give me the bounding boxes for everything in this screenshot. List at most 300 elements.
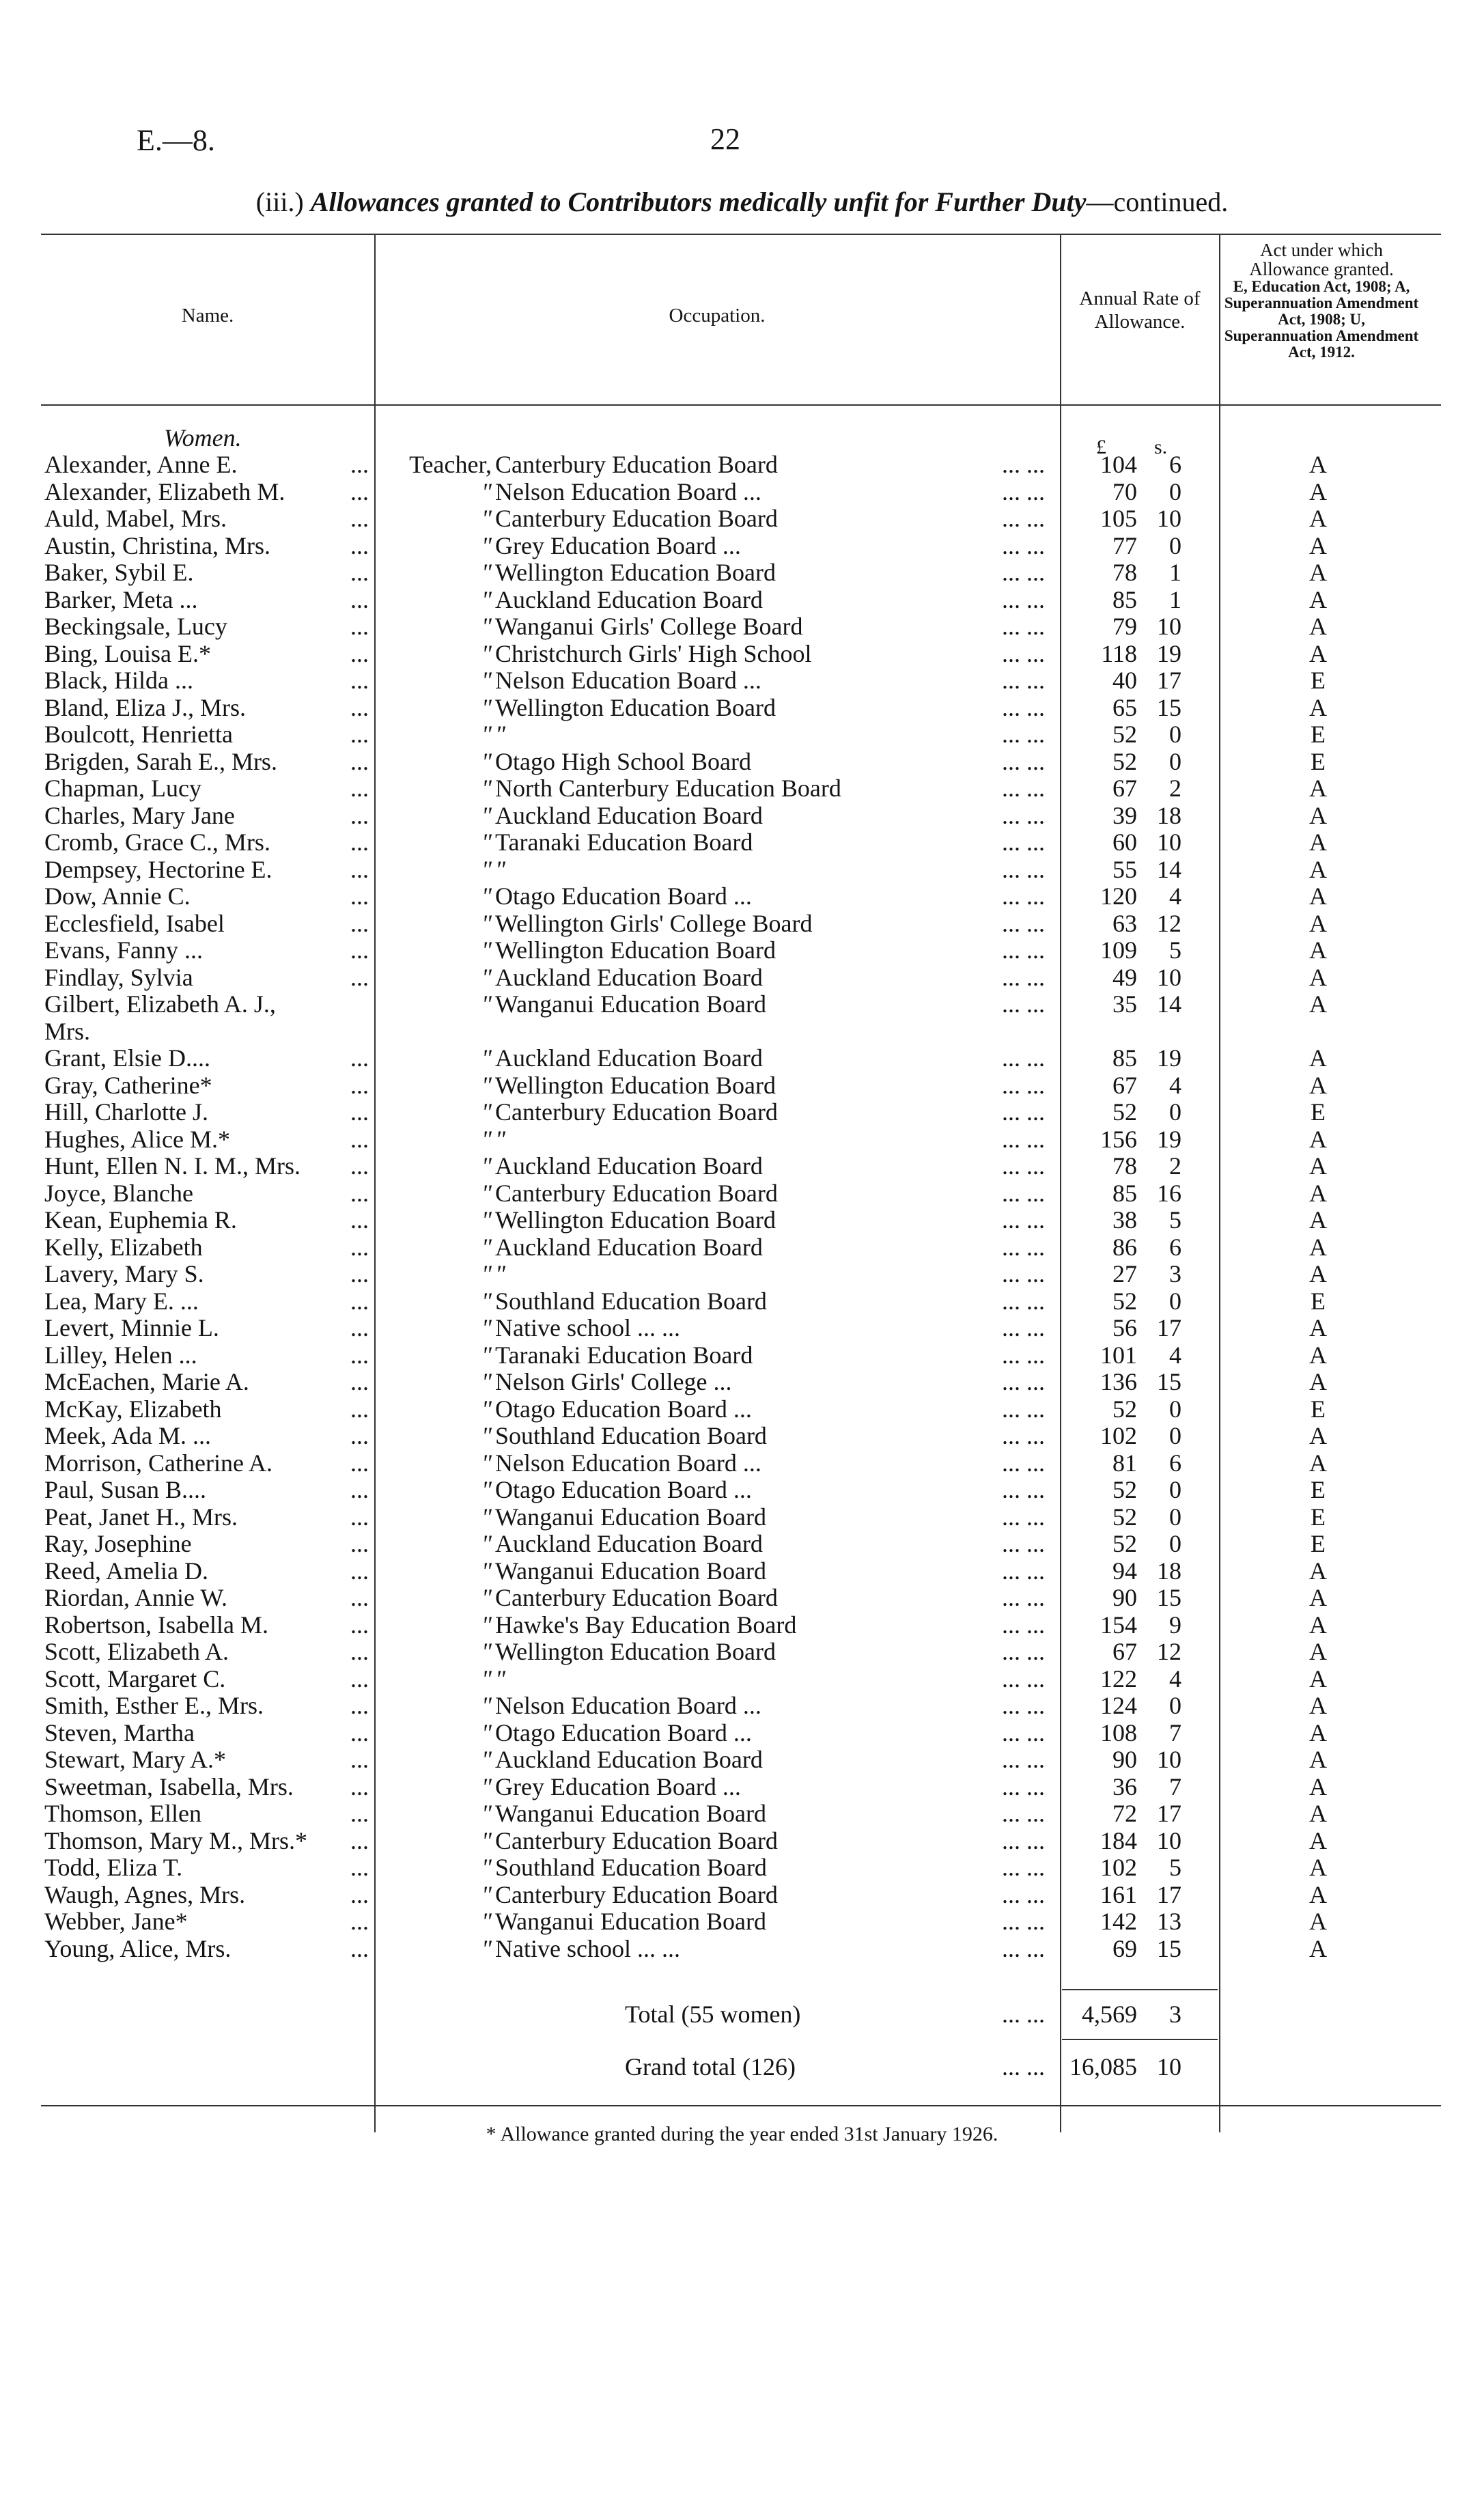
row-occupation-prefix: "	[481, 1287, 492, 1315]
row-pounds: 52	[1112, 1476, 1137, 1503]
row-shillings: 6	[1169, 1233, 1181, 1261]
row-act: A	[1309, 1584, 1327, 1611]
row-occupation-prefix: "	[481, 1395, 492, 1423]
row-leader-dots: ...	[350, 1233, 369, 1261]
row-pounds: 65	[1112, 693, 1137, 721]
row-leader-dots: ...	[350, 1179, 369, 1207]
row-occupation-prefix: Teacher,	[409, 451, 492, 478]
row-leader-dots: ...	[350, 1908, 369, 1935]
row-occupation: Canterbury Education Board	[495, 1826, 778, 1854]
row-leader-dots: ... ...	[1002, 1934, 1045, 1962]
row-leader-dots: ...	[350, 1152, 369, 1180]
row-leader-dots: ... ...	[1002, 1179, 1045, 1207]
row-leader-dots: ...	[350, 1044, 369, 1072]
table-row	[0, 1503, 1484, 1531]
grand-total-label: Grand total (126)	[625, 2053, 796, 2080]
row-leader-dots: ...	[350, 801, 369, 829]
row-shillings: 0	[1169, 747, 1181, 775]
row-act: A	[1309, 1718, 1327, 1746]
total-women-label: Total (55 women)	[625, 2001, 801, 2028]
row-act: A	[1309, 801, 1327, 829]
row-occupation-prefix: "	[481, 1179, 492, 1207]
row-occupation: Native school ... ...	[495, 1314, 680, 1341]
row-occupation: Wanganui Education Board	[495, 990, 766, 1018]
row-occupation-prefix: "	[481, 505, 492, 532]
row-act: A	[1309, 1772, 1327, 1800]
row-leader-dots: ...	[350, 1826, 369, 1854]
title-italic: Allowances granted to Contributors medically unfit for Further Duty	[310, 186, 1087, 217]
row-occupation: Grey Education Board ...	[495, 531, 741, 559]
row-pounds: 102	[1100, 1422, 1137, 1449]
table-row	[0, 748, 1484, 775]
row-pounds: 49	[1112, 963, 1137, 991]
row-leader-dots: ... ...	[1002, 828, 1045, 856]
row-shillings: 19	[1157, 1044, 1181, 1072]
table-row	[0, 1881, 1484, 1908]
row-occupation: Auckland Education Board	[495, 1233, 763, 1261]
row-leader-dots: ... ...	[1002, 1718, 1045, 1746]
row-occupation-prefix: "	[481, 855, 492, 883]
row-occupation: Grey Education Board ...	[495, 1772, 741, 1800]
row-shillings: 4	[1169, 882, 1181, 910]
row-occupation: Hawke's Bay Education Board	[495, 1611, 797, 1639]
table-row	[0, 1341, 1484, 1369]
table-row	[0, 1800, 1484, 1827]
table-row	[0, 775, 1484, 802]
row-pounds: 86	[1112, 1233, 1137, 1261]
header-top-rule	[41, 234, 1441, 235]
row-leader-dots: ... ...	[1002, 477, 1045, 505]
row-shillings: 13	[1157, 1908, 1181, 1935]
row-leader-dots: ...	[350, 613, 369, 640]
row-occupation-prefix: "	[481, 1260, 492, 1287]
row-occupation-prefix: "	[481, 936, 492, 964]
table-row	[0, 694, 1484, 721]
row-leader-dots: ... ...	[1002, 1826, 1045, 1854]
row-leader-dots: ... ...	[1002, 1746, 1045, 1773]
row-act: E	[1311, 721, 1326, 748]
table-row	[0, 1665, 1484, 1693]
row-occupation-prefix: "	[481, 1772, 492, 1800]
row-pounds: 156	[1100, 1125, 1137, 1153]
row-occupation-prefix: "	[481, 909, 492, 937]
row-name: Scott, Margaret C.	[44, 1665, 226, 1693]
row-act: A	[1309, 639, 1327, 667]
row-occupation: Auckland Education Board	[495, 1746, 763, 1773]
table-row	[0, 586, 1484, 613]
row-leader-dots: ... ...	[1002, 882, 1045, 910]
row-shillings: 0	[1169, 1503, 1181, 1531]
row-occupation: Otago Education Board ...	[495, 1395, 752, 1423]
table-row	[0, 640, 1484, 667]
row-leader-dots: ... ...	[1002, 1800, 1045, 1827]
row-occupation-prefix: "	[481, 1233, 492, 1261]
row-leader-dots: ... ...	[1002, 585, 1045, 613]
row-leader-dots: ...	[350, 585, 369, 613]
row-occupation-prefix: "	[481, 1206, 492, 1234]
row-occupation: Wellington Education Board	[495, 1071, 776, 1099]
row-act: A	[1309, 1908, 1327, 1935]
row-name: Ray, Josephine	[44, 1530, 192, 1557]
row-shillings: 15	[1157, 1368, 1181, 1395]
row-occupation-prefix: "	[481, 639, 492, 667]
table-row	[0, 802, 1484, 829]
row-pounds: 90	[1112, 1746, 1137, 1773]
row-shillings: 7	[1169, 1718, 1181, 1746]
row-name-continuation: Mrs.	[44, 1017, 91, 1045]
row-name: Grant, Elsie D....	[44, 1044, 210, 1072]
row-shillings: 19	[1157, 639, 1181, 667]
row-shillings: 0	[1169, 1287, 1181, 1315]
row-occupation: Wanganui Education Board	[495, 1557, 766, 1585]
col-header-rate: Annual Rate of Allowance.	[1079, 288, 1201, 333]
row-name: Kean, Euphemia R.	[44, 1206, 237, 1234]
row-leader-dots: ...	[350, 936, 369, 964]
row-act: A	[1309, 1880, 1327, 1908]
row-pounds: 70	[1112, 477, 1137, 505]
row-leader-dots: ...	[350, 747, 369, 775]
row-shillings: 17	[1157, 667, 1181, 694]
row-leader-dots: ... ...	[1002, 1098, 1045, 1126]
row-shillings: 18	[1157, 1557, 1181, 1585]
row-leader-dots: ...	[350, 1395, 369, 1423]
table-title	[0, 186, 1484, 218]
table-row	[0, 1719, 1484, 1746]
row-occupation-prefix: "	[481, 1746, 492, 1773]
row-leader-dots: ...	[350, 1341, 369, 1369]
row-shillings: 0	[1169, 531, 1181, 559]
row-pounds: 63	[1112, 909, 1137, 937]
table-row	[0, 910, 1484, 937]
row-shillings: 1	[1169, 585, 1181, 613]
row-act: A	[1309, 1692, 1327, 1719]
row-shillings: 2	[1169, 1152, 1181, 1180]
row-leader-dots: ... ...	[1002, 1422, 1045, 1449]
row-occupation: Wanganui Education Board	[495, 1908, 766, 1935]
row-name: Dempsey, Hectorine E.	[44, 855, 272, 883]
row-leader-dots: ... ...	[1002, 1908, 1045, 1935]
row-occupation-prefix: "	[481, 963, 492, 991]
row-leader-dots: ... ...	[1002, 855, 1045, 883]
row-occupation-prefix: "	[481, 1880, 492, 1908]
row-act: A	[1309, 1611, 1327, 1639]
table-row	[0, 1530, 1484, 1557]
row-pounds: 105	[1100, 505, 1137, 532]
row-occupation: North Canterbury Education Board	[495, 775, 841, 802]
table-row-continuation	[0, 1018, 1484, 1045]
row-leader-dots: ... ...	[1002, 1071, 1045, 1099]
row-leader-dots: ...	[350, 1368, 369, 1395]
row-leader-dots: ...	[350, 1718, 369, 1746]
row-shillings: 15	[1157, 1934, 1181, 1962]
row-shillings: 0	[1169, 477, 1181, 505]
row-shillings: 4	[1169, 1341, 1181, 1369]
table-row	[0, 667, 1484, 694]
row-occupation: Wellington Girls' College Board	[495, 909, 813, 937]
table-row	[0, 1395, 1484, 1423]
grand-total-dots: ... ...	[1002, 2053, 1045, 2080]
row-leader-dots: ...	[350, 1934, 369, 1962]
row-name: Baker, Sybil E.	[44, 559, 194, 586]
row-shillings: 15	[1157, 693, 1181, 721]
row-occupation-prefix: "	[481, 1665, 492, 1693]
row-act: A	[1309, 1179, 1327, 1207]
row-pounds: 55	[1112, 855, 1137, 883]
row-leader-dots: ... ...	[1002, 639, 1045, 667]
row-occupation: Otago High School Board	[495, 747, 751, 775]
row-shillings: 19	[1157, 1125, 1181, 1153]
row-leader-dots: ...	[350, 1638, 369, 1665]
row-leader-dots: ... ...	[1002, 1206, 1045, 1234]
row-occupation: Wanganui Girls' College Board	[495, 613, 803, 640]
row-pounds: 154	[1100, 1611, 1137, 1639]
row-pounds: 108	[1100, 1718, 1137, 1746]
row-name: Thomson, Ellen	[44, 1800, 201, 1827]
row-occupation: Native school ... ...	[495, 1934, 680, 1962]
row-leader-dots: ... ...	[1002, 1152, 1045, 1180]
grand-total-pounds: 16,085	[1069, 2053, 1137, 2080]
row-name: Alexander, Anne E.	[44, 451, 238, 478]
col-header-name: Name.	[181, 305, 234, 326]
row-act: A	[1309, 775, 1327, 802]
row-leader-dots: ...	[350, 1503, 369, 1531]
row-leader-dots: ... ...	[1002, 1530, 1045, 1557]
row-name: Charles, Mary Jane	[44, 801, 235, 829]
row-leader-dots: ... ...	[1002, 990, 1045, 1018]
row-leader-dots: ... ...	[1002, 451, 1045, 478]
row-occupation-prefix: "	[481, 667, 492, 694]
table-row	[0, 1854, 1484, 1881]
row-leader-dots: ...	[350, 1476, 369, 1503]
table-row	[0, 1152, 1484, 1180]
row-shillings: 15	[1157, 1584, 1181, 1611]
row-name: Todd, Eliza T.	[44, 1854, 183, 1881]
row-name: Cromb, Grace C., Mrs.	[44, 828, 270, 856]
row-shillings: 0	[1169, 721, 1181, 748]
row-occupation-prefix: "	[481, 1314, 492, 1341]
row-leader-dots: ... ...	[1002, 1233, 1045, 1261]
row-shillings: 7	[1169, 1772, 1181, 1800]
row-occupation-prefix: "	[481, 1422, 492, 1449]
row-occupation: Auckland Education Board	[495, 963, 763, 991]
row-leader-dots: ...	[350, 477, 369, 505]
row-leader-dots: ... ...	[1002, 1665, 1045, 1693]
footnote: * Allowance granted during the year ended 31st January 1926.	[486, 2123, 998, 2145]
row-act: A	[1309, 693, 1327, 721]
table-row	[0, 1638, 1484, 1665]
row-leader-dots: ...	[350, 451, 369, 478]
row-act: A	[1309, 1746, 1327, 1773]
row-name: Hill, Charlotte J.	[44, 1098, 208, 1126]
row-pounds: 94	[1112, 1557, 1137, 1585]
row-act: A	[1309, 1152, 1327, 1180]
table-row	[0, 721, 1484, 748]
row-leader-dots: ... ...	[1002, 1368, 1045, 1395]
row-shillings: 18	[1157, 801, 1181, 829]
row-leader-dots: ...	[350, 1314, 369, 1341]
row-leader-dots: ...	[350, 1800, 369, 1827]
row-occupation: Wellington Education Board	[495, 693, 776, 721]
row-pounds: 102	[1100, 1854, 1137, 1881]
row-act: E	[1311, 1530, 1326, 1557]
row-act: E	[1311, 667, 1326, 694]
row-name: McEachen, Marie A.	[44, 1368, 249, 1395]
row-leader-dots: ...	[350, 1880, 369, 1908]
row-leader-dots: ... ...	[1002, 1287, 1045, 1315]
row-act: A	[1309, 882, 1327, 910]
row-name: Smith, Esther E., Mrs.	[44, 1692, 264, 1719]
act-header-title: Act under which Allowance granted.	[1249, 240, 1394, 279]
row-occupation: Wellington Education Board	[495, 936, 776, 964]
row-act: E	[1311, 1395, 1326, 1423]
row-pounds: 69	[1112, 1934, 1137, 1962]
row-act: A	[1309, 585, 1327, 613]
row-name: Black, Hilda ...	[44, 667, 193, 694]
row-leader-dots: ...	[350, 963, 369, 991]
row-act: A	[1309, 963, 1327, 991]
row-occupation-prefix: "	[481, 1449, 492, 1477]
row-occupation: Southland Education Board	[495, 1422, 767, 1449]
row-occupation-prefix: "	[481, 1826, 492, 1854]
row-occupation-prefix: "	[481, 775, 492, 802]
row-pounds: 122	[1100, 1665, 1137, 1693]
row-pounds: 78	[1112, 1152, 1137, 1180]
table-row	[0, 1314, 1484, 1341]
row-occupation-prefix: "	[481, 1152, 492, 1180]
row-occupation: Otago Education Board ...	[495, 1476, 752, 1503]
row-leader-dots: ... ...	[1002, 1503, 1045, 1531]
row-pounds: 67	[1112, 1638, 1137, 1665]
row-name: Kelly, Elizabeth	[44, 1233, 203, 1261]
row-occupation: Wellington Education Board	[495, 1206, 776, 1234]
row-occupation-prefix: "	[481, 1341, 492, 1369]
row-name: Joyce, Blanche	[44, 1179, 193, 1207]
row-occupation: Auckland Education Board	[495, 801, 763, 829]
table-row	[0, 478, 1484, 505]
row-act: A	[1309, 1044, 1327, 1072]
table-row	[0, 1072, 1484, 1099]
table-row	[0, 1287, 1484, 1315]
row-shillings: 6	[1169, 451, 1181, 478]
row-leader-dots: ...	[350, 909, 369, 937]
row-occupation: Wellington Education Board	[495, 1638, 776, 1665]
row-name: Dow, Annie C.	[44, 882, 191, 910]
row-occupation: Auckland Education Board	[495, 585, 763, 613]
total-women-dots: ... ...	[1002, 2001, 1045, 2028]
row-occupation: Canterbury Education Board	[495, 451, 778, 478]
row-name: Steven, Martha	[44, 1718, 195, 1746]
row-leader-dots: ...	[350, 1098, 369, 1126]
row-shillings: 0	[1169, 1476, 1181, 1503]
row-act: A	[1309, 477, 1327, 505]
row-act: A	[1309, 828, 1327, 856]
row-act: A	[1309, 451, 1327, 478]
row-pounds: 120	[1100, 882, 1137, 910]
row-act: E	[1311, 1098, 1326, 1126]
row-pounds: 52	[1112, 1098, 1137, 1126]
row-leader-dots: ... ...	[1002, 1341, 1045, 1369]
row-name: Hughes, Alice M.*	[44, 1125, 230, 1153]
row-pounds: 161	[1100, 1880, 1137, 1908]
row-name: Alexander, Elizabeth M.	[44, 477, 285, 505]
row-occupation-prefix: "	[481, 1854, 492, 1881]
row-act: A	[1309, 1934, 1327, 1962]
row-pounds: 60	[1112, 828, 1137, 856]
table-row	[0, 1746, 1484, 1773]
table-row	[0, 1773, 1484, 1800]
row-shillings: 5	[1169, 1206, 1181, 1234]
table-row	[0, 856, 1484, 883]
row-occupation: Canterbury Education Board	[495, 1584, 778, 1611]
row-shillings: 5	[1169, 936, 1181, 964]
row-occupation: Nelson Education Board ...	[495, 1692, 761, 1719]
row-leader-dots: ... ...	[1002, 531, 1045, 559]
row-leader-dots: ... ...	[1002, 1260, 1045, 1287]
row-leader-dots: ... ...	[1002, 1772, 1045, 1800]
row-leader-dots: ... ...	[1002, 721, 1045, 748]
header-bottom-rule	[41, 404, 1441, 406]
table-row	[0, 613, 1484, 640]
table-row	[0, 990, 1484, 1018]
row-occupation: Nelson Education Board ...	[495, 477, 761, 505]
currency-pounds: £	[1096, 436, 1106, 458]
row-shillings: 0	[1169, 1530, 1181, 1557]
row-act: A	[1309, 1449, 1327, 1477]
row-name: McKay, Elizabeth	[44, 1395, 222, 1423]
section-label-women: Women.	[164, 424, 242, 451]
row-occupation: Otago Education Board ...	[495, 882, 752, 910]
row-leader-dots: ...	[350, 1449, 369, 1477]
row-occupation-prefix: "	[481, 1718, 492, 1746]
table-row	[0, 1234, 1484, 1261]
row-name: Paul, Susan B....	[44, 1476, 207, 1503]
row-occupation-prefix: "	[481, 1044, 492, 1072]
row-act: A	[1309, 1800, 1327, 1827]
row-leader-dots: ... ...	[1002, 1449, 1045, 1477]
row-leader-dots: ...	[350, 721, 369, 748]
row-shillings: 10	[1157, 963, 1181, 991]
table-row	[0, 1098, 1484, 1126]
row-occupation-prefix: "	[481, 801, 492, 829]
table-row	[0, 1908, 1484, 1935]
row-pounds: 36	[1112, 1772, 1137, 1800]
row-name: Levert, Minnie L.	[44, 1314, 219, 1341]
row-shillings: 12	[1157, 909, 1181, 937]
row-pounds: 90	[1112, 1584, 1137, 1611]
row-shillings: 5	[1169, 1854, 1181, 1881]
row-occupation: Canterbury Education Board	[495, 505, 778, 532]
row-pounds: 27	[1112, 1260, 1137, 1287]
row-name: Stewart, Mary A.*	[44, 1746, 226, 1773]
row-occupation-prefix: "	[481, 1125, 492, 1153]
row-act: A	[1309, 1638, 1327, 1665]
row-act: A	[1309, 1071, 1327, 1099]
row-pounds: 79	[1112, 613, 1137, 640]
row-leader-dots: ...	[350, 1665, 369, 1693]
row-occupation-prefix: "	[481, 1934, 492, 1962]
row-act: A	[1309, 936, 1327, 964]
row-pounds: 109	[1100, 936, 1137, 964]
row-leader-dots: ...	[350, 693, 369, 721]
row-occupation-prefix: "	[481, 721, 492, 748]
row-act: A	[1309, 1341, 1327, 1369]
row-leader-dots: ...	[350, 855, 369, 883]
row-occupation-prefix: "	[481, 1071, 492, 1099]
row-occupation-prefix: "	[481, 1611, 492, 1639]
row-pounds: 85	[1112, 585, 1137, 613]
row-leader-dots: ... ...	[1002, 1476, 1045, 1503]
row-occupation-prefix: "	[481, 1503, 492, 1531]
